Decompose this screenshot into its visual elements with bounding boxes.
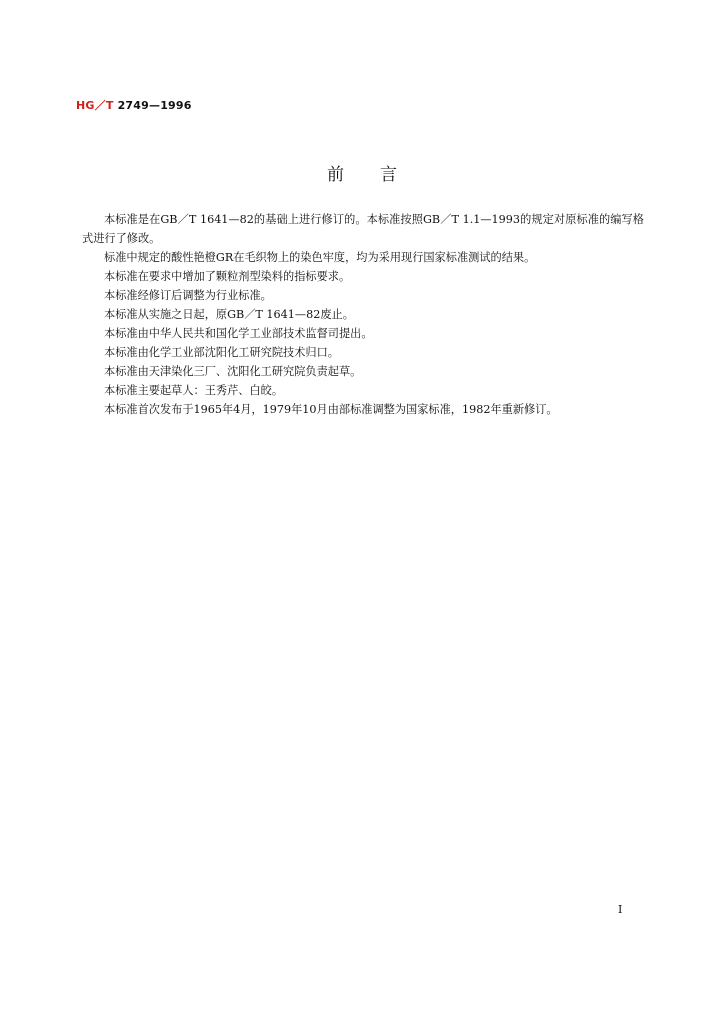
standard-code-prefix: HG／T — [76, 99, 114, 112]
paragraph: 本标准在要求中增加了颗粒剂型染料的指标要求。 — [104, 270, 351, 283]
paragraph: 标准中规定的酸性艳橙GR在毛织物上的染色牢度，均为采用现行国家标准测试的结果。 — [104, 251, 536, 264]
paragraph: 本标准主要起草人：王秀芹、白皎。 — [104, 384, 284, 397]
paragraph: 本标准首次发布于1965年4月，1979年10月由部标准调整为国家标准，1982年重新修订。 — [104, 403, 558, 416]
page-title: 前言 — [327, 165, 433, 185]
paragraph: 本标准经修订后调整为行业标准。 — [104, 289, 272, 302]
paragraph: 本标准由天津染化三厂、沈阳化工研究院负责起草。 — [104, 365, 362, 378]
paragraph: 本标准由化学工业部沈阳化工研究院技术归口。 — [104, 346, 339, 359]
standard-code — [76, 97, 192, 113]
paragraph: 本标准是在GB／T 1641—82的基础上进行修订的。本标准按照GB／T 1.1—1993的规定对原标准的编写格式进行了修改。 — [82, 213, 644, 245]
paragraph: 本标准从实施之日起，原GB／T 1641—82废止。 — [104, 308, 354, 321]
paragraph: 本标准由中华人民共和国化学工业部技术监督司提出。 — [104, 327, 373, 340]
page-number: I — [618, 903, 623, 916]
standard-code-number: 2749—1996 — [117, 99, 192, 112]
foreword-body — [82, 210, 644, 419]
